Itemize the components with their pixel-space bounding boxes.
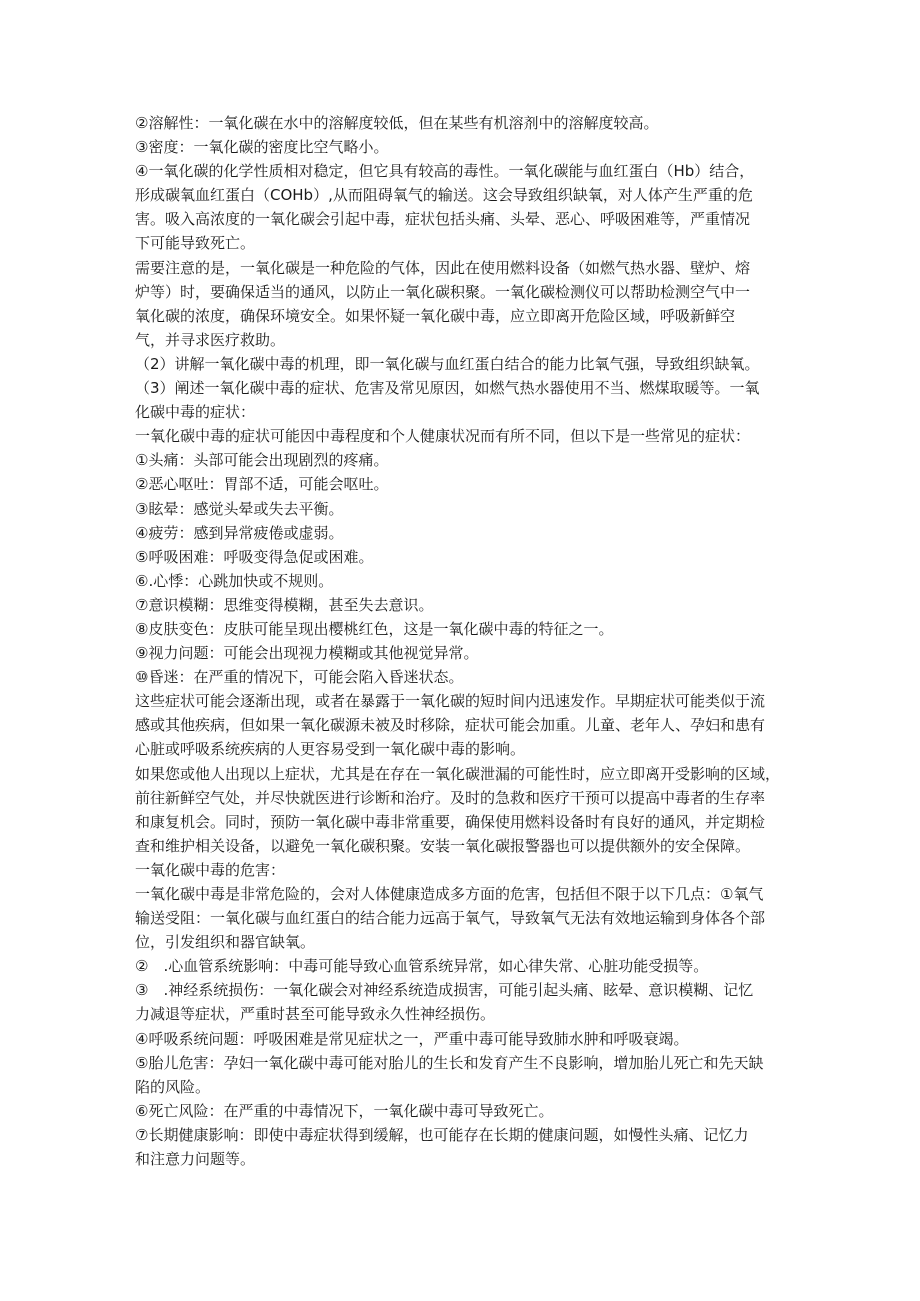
text-line: 感或其他疾病，但如果一氧化碳源未被及时移除，症状可能会加重。儿童、老年人、孕妇和患有 [135,716,766,735]
text-line: ③密度：一氧化碳的密度比空气略小。 [135,138,389,157]
text-line: 前往新鲜空气处，并尽快就医进行诊断和治疗。及时的急救和医疗干预可以提高中毒者的生存率 [135,788,766,807]
text-line: 害。吸入高浓度的一氧化碳会引起中毒，症状包括头痛、头晕、恶心、呼吸困难等，严重情况 [135,210,751,229]
text-line: ②溶解性：一氧化碳在水中的溶解度较低，但在某些有机溶剂中的溶解度较高。 [135,114,659,132]
text-line: 炉等）时，要确保适当的通风，以防止一氧化碳积聚。一氧化碳检测仪可以帮助检测空气中一 [135,282,751,301]
text-line: ⑥死亡风险：在严重的中毒情况下，一氧化碳中毒可导致死亡。 [135,1101,554,1120]
text-line: 输送受阻：一氧化碳与血红蛋白的结合能力远高于氧气，导致氧气无法有效地运输到身体各个部 [135,909,766,928]
text-line: ④一氧化碳的化学性质相对稳定，但它具有较高的毒性。一氧化碳能与血红蛋白（Hb）结合， [135,162,755,181]
text-line: 一氧化碳中毒是非常危险的，会对人体健康造成多方面的危害，包括但不限于以下几点：①氧气 [135,885,764,903]
text-line: ④疲劳：感到异常疲倦或虚弱。 [135,523,344,542]
text-line: ④呼吸系统问题：呼吸困难是常见症状之一，严重中毒可能导致肺水肿和呼吸衰竭。 [135,1029,689,1048]
text-line: ③眩晕：感觉头晕或失去平衡。 [135,499,344,518]
text-line: 和康复机会。同时，预防一氧化碳中毒非常重要，确保使用燃料设备时有良好的通风，并定期检 [135,812,766,831]
text-line: ③ .神经系统损伤：一氧化碳会对神经系统造成损害，可能引起头痛、眩晕、意识模糊、记忆 [135,981,754,1000]
text-line: （2）讲解一氧化碳中毒的机理，即一氧化碳与血红蛋白结合的能力比氧气强，导致组织缺氧。 [135,354,760,373]
text-line: ② .心血管系统影响：中毒可能导致心血管系统异常，如心律失常、心脏功能受损等。 [135,957,709,976]
text-line: 需要注意的是，一氧化碳是一种危险的气体，因此在使用燃料设备（如燃气热水器、壁炉、熔 [135,258,751,277]
text-line: ⑦长期健康影响：即使中毒症状得到缓解，也可能存在长期的健康问题，如慢性头痛、记忆力 [135,1125,749,1144]
text-line: ⑩昏迷：在严重的情况下，可能会陷入昏迷状态。 [135,668,464,687]
text-line: ⑨视力问题：可能会出现视力模糊或其他视觉异常。 [135,644,479,663]
text-line: 化碳中毒的症状： [135,403,256,422]
text-line: ⑤胎儿危害：孕妇一氧化碳中毒可能对胎儿的生长和发育产生不良影响，增加胎儿死亡和先天缺 [135,1053,764,1072]
text-line: 查和维护相关设备，以避免一氧化碳积聚。安装一氧化碳报警器也可以提供额外的安全保障。 [135,836,751,855]
text-line: ①头痛：头部可能会出现剧烈的疼痛。 [135,451,389,470]
text-line: ②恶心呕吐：胃部不适，可能会呕吐。 [135,475,389,494]
text-line: ⑥.心悸：心跳加快或不规则。 [135,571,334,590]
text-line: 一氧化碳中毒的危害： [135,860,286,879]
text-line: 位，引发组织和器官缺氧。 [135,933,316,952]
text-line: 气，并寻求医疗救助。 [135,330,286,349]
text-line: 下可能导致死亡。 [135,234,256,253]
text-line: ⑦意识模糊：思维变得模糊，甚至失去意识。 [135,595,434,614]
document-body [135,111,785,1171]
text-line: 和注意力问题等。 [135,1150,256,1169]
text-line: 一氧化碳中毒的症状可能因中毒程度和个人健康状况而有所不同，但以下是一些常见的症状： [135,427,751,446]
text-line: 陷的风险。 [135,1077,211,1096]
text-line: 心脏或呼吸系统疾病的人更容易受到一氧化碳中毒的影响。 [135,740,526,759]
text-line: ⑤呼吸困难：呼吸变得急促或困难。 [135,547,374,566]
text-line: 这些症状可能会逐渐出现，或者在暴露于一氧化碳的短时间内迅速发作。早期症状可能类似于流 [135,692,766,711]
text-line: 氧化碳的浓度，确保环境安全。如果怀疑一氧化碳中毒，应立即离开危险区域，呼吸新鲜空 [135,306,736,325]
text-line: （3）阐述一氧化碳中毒的症状、危害及常见原因，如燃气热水器使用不当、燃煤取暖等。一氧 [135,379,760,398]
text-line: 力减退等症状，严重时甚至可能导致永久性神经损伤。 [135,1005,496,1024]
text-line: 形成碳氧血红蛋白（COHb）,从而阻碍氧气的输送。这会导致组织缺氧，对人体产生严重的危 [135,186,753,205]
text-line: 如果您或他人出现以上症状，尤其是在存在一氧化碳泄漏的可能性时，应立即离开受影响的区域， [135,764,781,783]
text-line: ⑧皮肤变色：皮肤可能呈现出樱桃红色，这是一氧化碳中毒的特征之一。 [135,619,614,638]
